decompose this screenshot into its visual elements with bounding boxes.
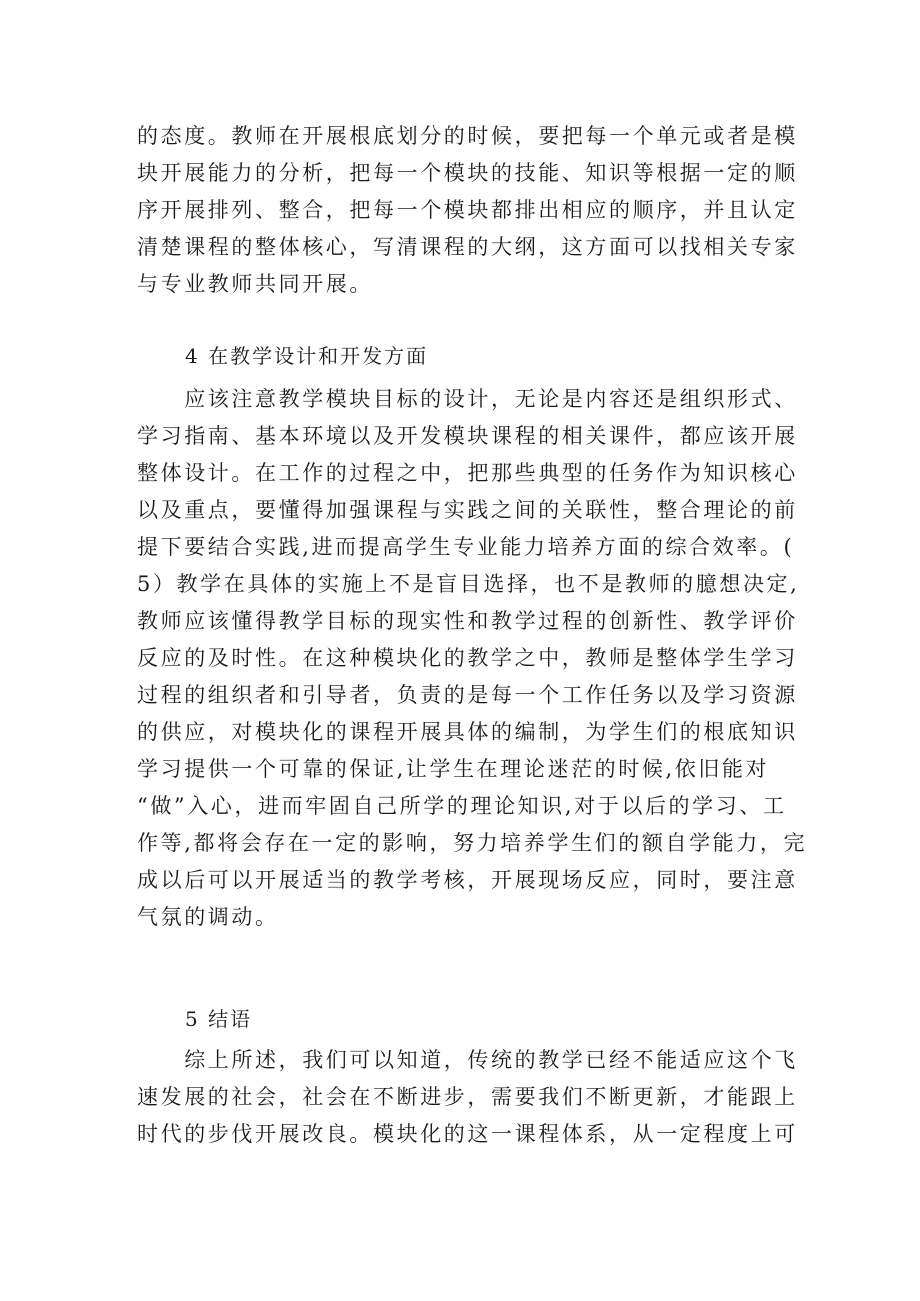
text-line: 序开展排列、整合，把每一个模块都排出相应的顺序，并且认定 <box>137 198 798 222</box>
text-line: 速发展的社会，社会在不断进步，需要我们不断更新，才能跟上 <box>137 1085 798 1109</box>
paragraph-conclusion <box>137 1042 797 1153</box>
paragraph-teaching-design <box>137 381 808 936</box>
text-line: 学习指南、基本环境以及开发模块课程的相关课件，都应该开展 <box>137 424 798 448</box>
text-line: 作等,都将会存在一定的影响，努力培养学生们的额自学能力，完 <box>137 831 808 855</box>
text-line: 与专业教师共同开展。 <box>137 272 373 296</box>
text-line: 时代的步伐开展改良。模块化的这一课程体系，从一定程度上可 <box>137 1122 798 1146</box>
text-line: 的态度。教师在开展根底划分的时候，要把每一个单元或者是模 <box>137 124 798 148</box>
section-heading-5: 5 结语 <box>185 1007 253 1031</box>
text-line: 应该注意教学模块目标的设计，无论是内容还是组织形式、 <box>137 387 798 411</box>
text-line: 清楚课程的整体核心，写清课程的大纲，这方面可以找相关专家 <box>137 235 798 259</box>
text-line: 气氛的调动。 <box>137 905 279 929</box>
section-heading-4: 4 在教学设计和开发方面 <box>185 344 429 368</box>
text-line: 提下要结合实践,进而提高学生专业能力培养方面的综合效率。( <box>137 535 795 559</box>
text-line: 以及重点，要懂得加强课程与实践之间的关联性，整合理论的前 <box>137 498 798 522</box>
text-line: 教师应该懂得教学目标的现实性和教学过程的创新性、教学评价 <box>137 609 798 633</box>
text-line: 的供应，对模块化的课程开展具体的编制，为学生们的根底知识 <box>137 720 798 744</box>
text-line: 综上所述，我们可以知道，传统的教学已经不能适应这个飞 <box>137 1048 798 1072</box>
text-line: 学习提供一个可靠的保证,让学生在理论迷茫的时候,依旧能对 <box>137 757 770 781</box>
text-line: 成以后可以开展适当的教学考核，开展现场反应，同时，要注意 <box>137 868 798 892</box>
text-line: 过程的组织者和引导者，负责的是每一个工作任务以及学习资源 <box>137 683 798 707</box>
text-line: 块开展能力的分析，把每一个模块的技能、知识等根据一定的顺 <box>137 161 798 185</box>
paragraph-attitude <box>137 118 797 303</box>
text-line: 反应的及时性。在这种模块化的教学之中，教师是整体学生学习 <box>137 646 798 670</box>
text-line: “做”入心，进而牢固自己所学的理论知识,对于以后的学习、工 <box>137 794 787 818</box>
text-line: 整体设计。在工作的过程之中，把那些典型的任务作为知识核心 <box>137 461 798 485</box>
text-line: 5）教学在具体的实施上不是盲目选择，也不是教师的臆想决定, <box>137 572 800 596</box>
